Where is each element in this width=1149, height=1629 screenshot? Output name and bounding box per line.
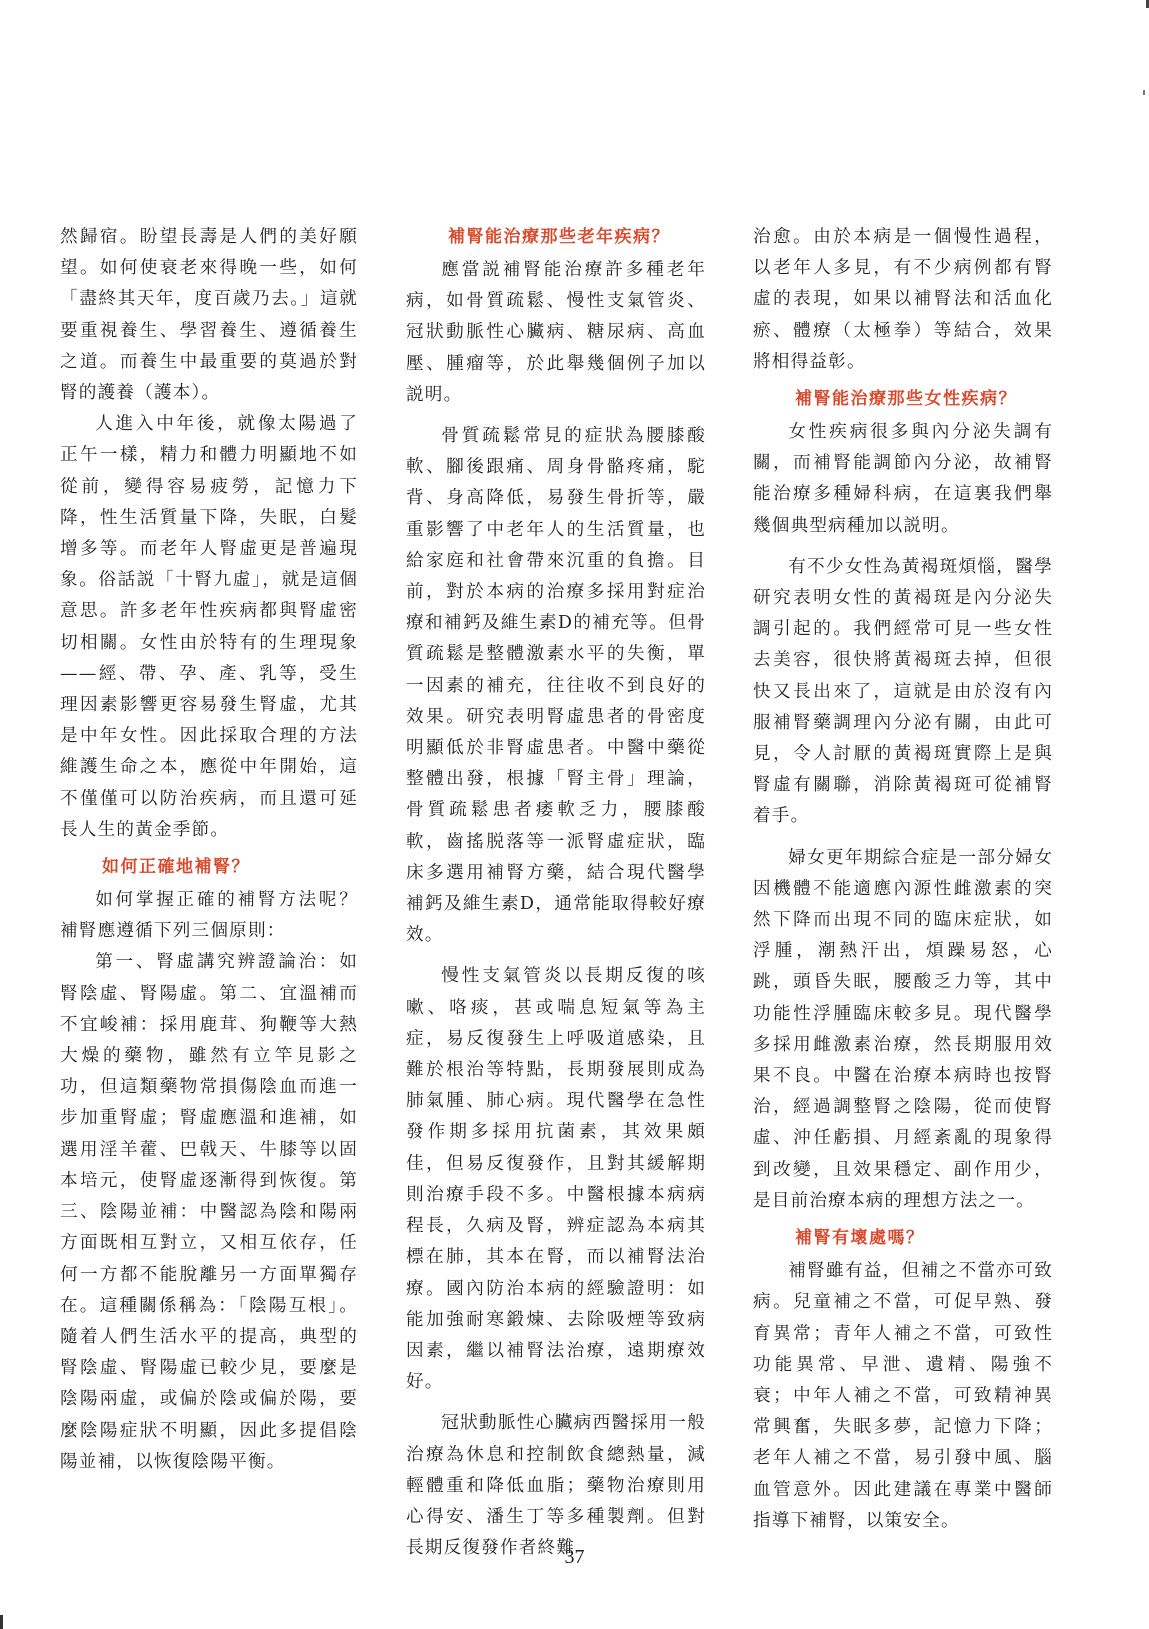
scan-edge-mark	[1143, 90, 1145, 95]
page-number: 37	[564, 1546, 585, 1568]
body-paragraph: 骨質疏鬆常見的症狀為腰膝酸軟、腳後跟痛、周身骨骼疼痛，駝背、身高降低，易發生骨折等，嚴重影響了中老年人的生活質量，也給家庭和社會帶來沉重的負擔。目前，對於本病的治療多採用對症治療和補鈣及維生素D的補充等。但骨質疏鬆是整體激素水平的失衡，單一因素的補充，往往收不到良好的效果。研究表明腎虛患者的骨密度明顯低於非腎虛患者。中醫中藥從整體出發，根據「腎主骨」理論，骨質疏鬆患者痿軟乏力，腰膝酸軟，齒搖脱落等一派腎虛症狀，臨床多選用補腎方藥，結合現代醫學補鈣及維生素D，通常能取得較好療效。	[406, 426, 706, 946]
body-paragraph: 補腎雖有益，但補之不當亦可致病。兒童補之不當，可促早熟、發育異常；青年人補之不當，可致性功能異常、早泄、遺精、陽強不衰；中年人補之不當，可致精神異常興奮，失眠多夢，記憶力下降；老年人補之不當，易引發中風、腦血管意外。因此建議在專業中醫師指導下補腎，以策安全。	[753, 1261, 1053, 1531]
section-heading: 補腎能治療那些老年疾病？	[448, 227, 670, 247]
body-paragraph: 第一、腎虛講究辨證論治：如腎陰虛、腎陽虛。第二、宜溫補而不宜峻補：採用鹿茸、狗鞭等大熱大燥的藥物，雖然有立竿見影之功，但這類藥物常損傷陰血而進一步加重腎虛；腎虛應溫和進補，如選用淫羊藿、巴戟天、牛膝等以固本培元，使腎虛逐漸得到恢復。第三、陰陽並補：中醫認為陰和陽兩方面既相互對立，又相互依存，任何一方都不能脫離另一方面單獨存在。這種關係稱為：「陰陽互根」。隨着人們生活水平的提高，典型的腎陰虛、腎陽虛已較少見，要麼是陰陽兩虛，或偏於陰或偏於陽，要麼陰陽症狀不明顯，因此多提倡陰陽並補，以恢復陰陽平衡。	[60, 952, 358, 1472]
body-paragraph: 慢性支氣管炎以長期反復的咳嗽、咯痰，甚或喘息短氣等為主症，易反復發生上呼吸道感染，且難於根治等特點，長期發展則成為肺氣腫、肺心病。現代醫學在急性發作期多採用抗菌素，其效果頗佳，但易反復發作，且對其緩解期則治療手段不多。中醫根據本病病程長，久病及腎，辨症認為本病其標在肺，其本在腎，而以補腎法治療。國內防治本病的經驗證明：如能加強耐寒鍛煉、去除吸煙等致病因素，繼以補腎法治療，遠期療效好。	[406, 966, 706, 1393]
text-column-3	[753, 222, 1053, 1537]
body-paragraph: 應當説補腎能治療許多種老年病，如骨質疏鬆、慢性支氣管炎、冠狀動脈性心臟病、糖尿病、高血壓、腫瘤等，於此舉幾個例子加以説明。	[406, 260, 706, 405]
body-paragraph: 人進入中年後，就像太陽過了正午一樣，精力和體力明顯地不如從前，變得容易疲勞，記憶力下降，性生活質量下降，失眠，白髮增多等。而老年人腎虛更是普遍現象。俗話説「十腎九虛」，就是這個意思。許多老年性疾病都與腎虛密切相關。女性由於特有的生理現象——經、帶、孕、產、乳等，受生理因素影響更容易發生腎虛，尤其是中年女性。因此採取合理的方法維護生命之本，應從中年開始，這不僅僅可以防治疾病，而且還可延長人生的黃金季節。	[60, 414, 358, 840]
body-paragraph: 然歸宿。盼望長壽是人們的美好願望。如何使衰老來得晚一些，如何「盡終其天年，度百歲乃去。」這就要重視養生、學習養生、遵循養生之道。而養生中最重要的莫過於對腎的護養（護本）。	[60, 227, 358, 404]
section-heading: 補腎有壞處嗎？	[795, 1228, 925, 1249]
body-paragraph: 有不少女性為黃褐斑煩惱，醫學研究表明女性的黃褐斑是內分泌失調引起的。我們經常可見一些女性去美容，很快將黃褐斑去掉，但很快又長出來了，這就是由於沒有內服補腎藥調理內分泌有關，由此可見，令人討厭的黃褐斑實際上是與腎虛有關聯，消除黃褐斑可從補腎着手。	[753, 556, 1053, 827]
section-heading: 如何正確地補腎？	[102, 857, 250, 878]
section-heading: 補腎能治療那些女性疾病？	[795, 389, 1017, 410]
body-paragraph: 冠狀動脈性心臟病西醫採用一般治療為休息和控制飲食總熱量，減輕體重和降低血脂；藥物治療則用心得安、潘生丁等多種製劑。但對長期反復發作者終難	[406, 1413, 706, 1559]
body-paragraph: 如何掌握正確的補腎方法呢？補腎應遵循下列三個原則：	[60, 890, 358, 942]
body-paragraph: 治愈。由於本病是一個慢性過程，以老年人多見，有不少病例都有腎虛的表現，如果以補腎法和活血化瘀、體療（太極拳）等結合，效果將相得益彰。	[753, 227, 1053, 372]
text-column-2	[406, 222, 706, 1564]
body-paragraph: 婦女更年期綜合症是一部分婦女因機體不能適應內源性雌激素的突然下降而出現不同的臨床症狀，如浮腫，潮熱汗出，煩躁易怒，心跳，頭昏失眠，腰酸乏力等，其中功能性浮腫臨床較多見。現代醫學多採用雌激素治療，然長期服用效果不良。中醫在治療本病時也按腎治，經過調整腎之陰陽，從而使腎虛、沖任虧損、月經紊亂的現象得到改變，且效果穩定、副作用少，是目前治療本病的理想方法之一。	[753, 847, 1053, 1211]
body-paragraph: 女性疾病很多與內分泌失調有關，而補腎能調節內分泌，故補腎能治療多種婦科病，在這裏我們舉幾個典型病種加以説明。	[753, 422, 1053, 536]
text-column-1	[60, 222, 358, 1478]
scan-edge-mark	[0, 1615, 3, 1629]
